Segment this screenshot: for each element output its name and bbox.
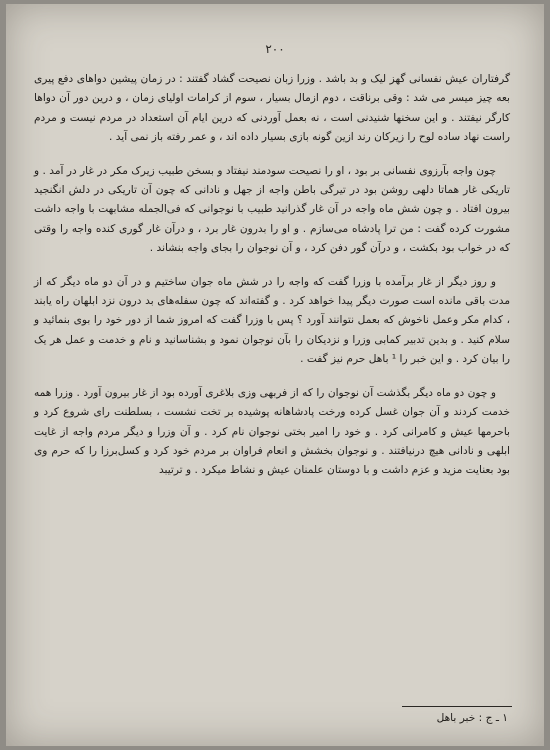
book-page [6,4,544,746]
footnote-divider [402,706,512,707]
paragraph-2: چون واجه بآرزوی نفسانی بر بود ، او را نصیحت سودمند نیفتاد و بسخن طبیب زیرک مکر در غار در آمد . و تاریکی غار هماتا دلهی روشن بود در تیرگی باطن واجه از جهل و نادانی که چون آن تاریکی در دلش انگنجید بیرون افتاد . و چون شش ماه واجه در آن غار گذرانید طبیب با نوجوانی که فی‌الجمله مشابهت با واجه داشت مشورت کرده گفت : من ترا پادشاه می‌سازم . و او را بدرون غار برد ، و درآن غار گوری کنده واجه را وقتی که در خواب بود بکشت ، و درآن گور دفن کرد ، و آن نوجوان را بجای واجه بنشاند . [34,164,510,255]
page-number: ۲۰۰ [265,42,285,56]
body-text [34,70,510,495]
paragraph-1: گرفتاران عیش نفسانی گهز لیک و بد باشد . وزرا زبان نصیحت گشاد گفتند : در زمان پیشین دواهای دفع پیری بعه چیز میسر می شد : وقی برناقت ، دوم ازمال بسیار ، سوم از کرامات اولیای زمان ، و درین دور آن دواها کارگر نیفتند . و این سخنها شنیدنی است ، نه بعمل آوردنی که درین ایام آن استعداد در مردم نیست و مردم راست نهاد ساده لوح را زیرکان رند ازین گونه بازی بسیار داده اند ، و عمر رفته باز نمی آید . [34,73,510,144]
footnote: ۱ ـ ج : خبر باهل [436,712,508,724]
paragraph-4: و چون دو ماه دیگر بگذشت آن نوجوان را که از فربهی وزی بلاغری آورده بود از غار بیرون آورد . وزرا همه خدمت کردند و آن جوان غسل کرده ورخت پادشاهانه پوشیده بر تخت نشست ، بسلطنت رای شروع کرد و باحرمها عیش و کامرانی کرد . و خود را امیر بختی نوجوان نام کرد . و آن وزرا و دیگر مردم واجه از غایت ابلهی و نادانی هیچ درنیافتند . و نوجوان بخشش و انعام فراوان بر مردم خود کرد و کسل‌برزا را که حرم وی بود بعنایت مزید و عزم داشت و با دوستان علمنان عیش و نشاط میکرد . و ترتیبد [34,386,510,477]
paragraph-3: و روز دیگر از غار برآمده با وزرا گفت که واجه را در شش ماه جوان ساختیم و در آن دو ماه دیگر که از مدت باقی مانده است صورت دیگر پیدا خواهد کرد . و گفته‌اند که چون سفله‌های بد درون نزد ابلهان راه یابند ، کدام مکر وعمل ناخوش که بعمل نتوانند آورد ؟ پس با وزرا گفت که امروز شما از دور خود را بوی بنمائید و سلام کنید . و بدین تدبیر کمابی وزرا و نزدیکان را بآن نوجوان نمود و بشناسانید و نام و خدمت و عمل هر یک را بیان کرد . و این خبر را ¹ باهل حرم نیز گفت . [34,275,510,366]
